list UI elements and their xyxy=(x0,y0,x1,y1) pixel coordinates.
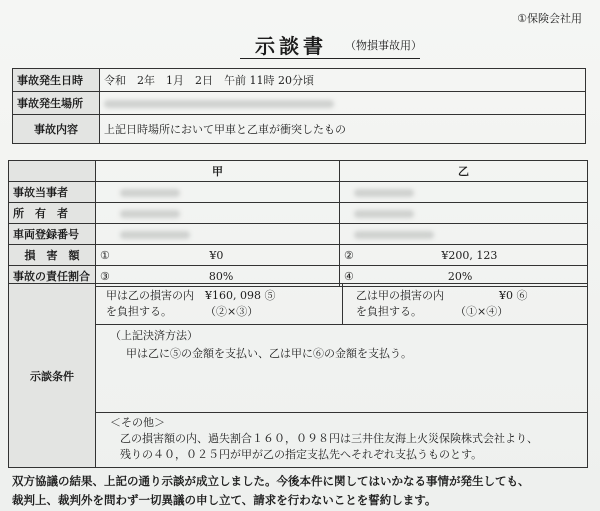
title-underline xyxy=(240,58,420,59)
registration-a xyxy=(96,224,340,245)
terms-a-line1: 甲は乙の損害の内 ¥160, 098 ⑤ xyxy=(106,289,276,302)
terms-label: 示談条件 xyxy=(9,284,96,468)
terms-b-line1: 乙は甲の損害の内 ¥0 ⑥ xyxy=(356,289,528,302)
terms-a-box xyxy=(96,284,343,325)
fault-b-value: 20% xyxy=(447,269,473,283)
damage-a xyxy=(96,245,340,266)
other-line1: 乙の損害額の内、過失割合１６０，０９８円は三井住友海上火災保険株式会社より、 xyxy=(120,432,538,445)
accident-date-label: 事故発生日時 xyxy=(13,69,100,92)
parties-corner xyxy=(9,161,96,182)
accident-info-table xyxy=(12,68,586,144)
accident-date-value: 令和 2年 1月 2日 午前 11時 20分頃 xyxy=(100,69,586,92)
document-title: 示談書 xyxy=(255,34,327,58)
copy-label: ①保険会社用 xyxy=(517,12,582,25)
registration-b xyxy=(340,224,588,245)
terms-body xyxy=(96,284,588,468)
damage-b-value: ¥200, 123 xyxy=(441,248,498,262)
accident-place-value xyxy=(100,92,586,115)
terms-a-line2: を負担する。 （②×③） xyxy=(106,305,259,318)
document-subtitle: （物損事故用） xyxy=(345,39,422,52)
accident-place-label: 事故発生場所 xyxy=(13,92,100,115)
parties-table xyxy=(8,160,588,287)
terms-divider xyxy=(96,412,587,413)
agreement-line2: 裁判上、裁判外を問わず一切異議の申し立て、請求を行わないことを誓約します。 xyxy=(12,493,437,507)
terms-b-line2: を負担する。 （①×④） xyxy=(356,305,509,318)
owner-b xyxy=(340,203,588,224)
owner-label: 所 有 者 xyxy=(9,203,96,224)
damage-b xyxy=(340,245,588,266)
fault-a-number: ③ xyxy=(100,269,110,283)
party-a-name xyxy=(96,182,340,203)
settlement-method-text: 甲は乙に⑤の金額を支払い、乙は甲に⑥の金額を支払う。 xyxy=(126,347,412,360)
other-line2: 残りの４０，０２５円が甲が乙の指定支払先へそれぞれ支払うものとす。 xyxy=(120,448,483,461)
agreement-statement xyxy=(12,472,530,510)
fault-ratio-label: 事故の責任割合 xyxy=(9,266,96,287)
owner-a xyxy=(96,203,340,224)
fault-b-number: ④ xyxy=(344,269,354,283)
settlement-method-title: （上記決済方法） xyxy=(110,329,198,342)
accident-content-label: 事故内容 xyxy=(13,115,100,144)
terms-table xyxy=(8,283,588,468)
terms-b-box xyxy=(342,284,587,325)
party-label: 事故当事者 xyxy=(9,182,96,203)
party-b-header: 乙 xyxy=(340,161,588,182)
damage-b-number: ② xyxy=(344,248,354,262)
other-title: ＜その他＞ xyxy=(110,416,165,429)
damage-label: 損 害 額 xyxy=(9,245,96,266)
agreement-line1: 双方協議の結果、上記の通り示談が成立しました。今後本件に関してはいかなる事情が発生しても、 xyxy=(12,474,530,488)
fault-a-value: 80% xyxy=(208,269,234,283)
damage-a-value: ¥0 xyxy=(209,248,224,262)
party-a-header: 甲 xyxy=(96,161,340,182)
registration-label: 車両登録番号 xyxy=(9,224,96,245)
party-b-name xyxy=(340,182,588,203)
damage-a-number: ① xyxy=(100,248,110,262)
accident-content-value: 上記日時場所において甲車と乙車が衝突したもの xyxy=(100,115,586,144)
